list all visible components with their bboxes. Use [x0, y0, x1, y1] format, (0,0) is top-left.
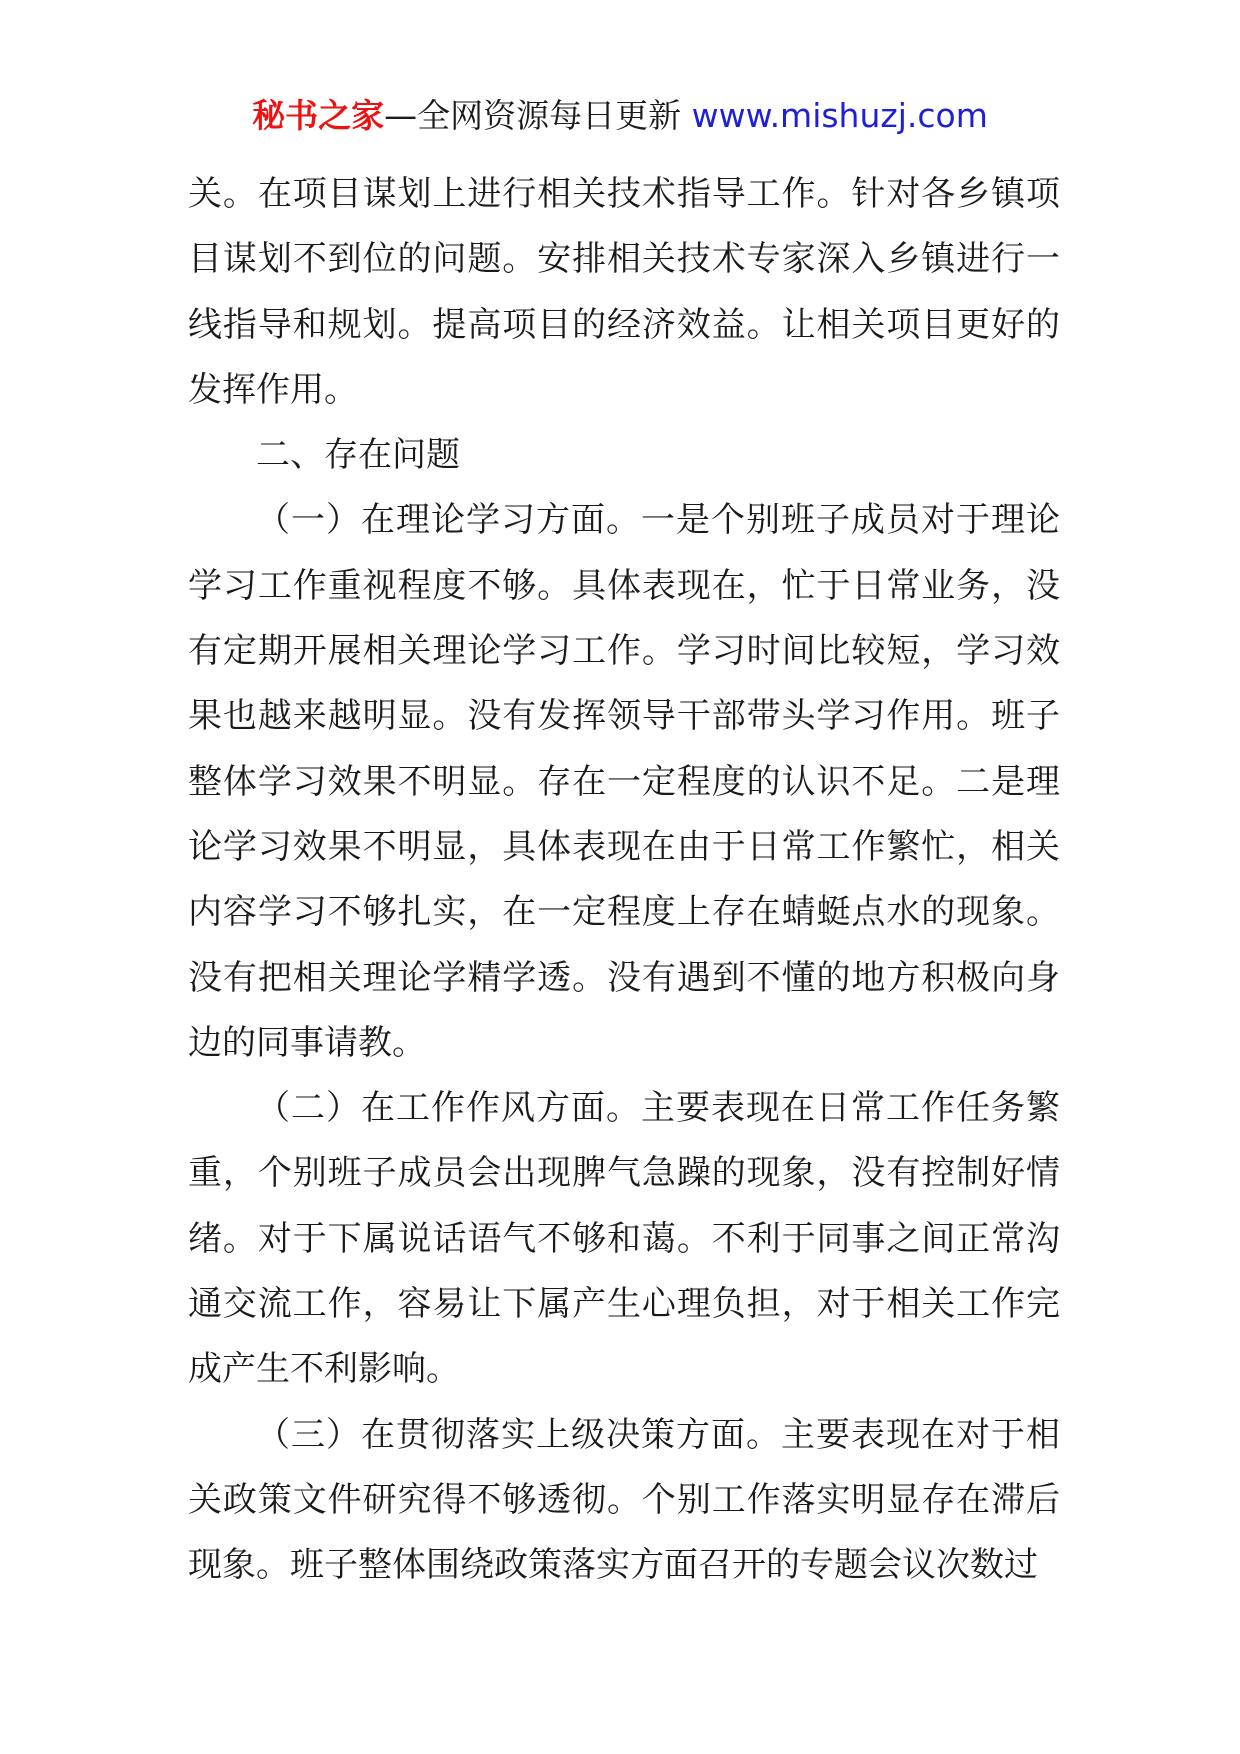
paragraph-theory-study: （一）在理论学习方面。一是个别班子成员对于理论学习工作重视程度不够。具体表现在，忙于日常业务，没有定期开展相关理论学习工作。学习时间比较短，学习效果也越来越明显。没有发挥领导干部带头学习作用。班子整体学习效果不明显。存在一定程度的认识不足。二是理论学习效果不明显，具体表现在由于日常工作繁忙，相关内容学习不够扎实，在一定程度上存在蜻蜓点水的现象。没有把相关理论学精学透。没有遇到不懂的地方积极向身边的同事请教。 [188, 500, 1060, 1063]
section-heading: 二、存在问题 [256, 435, 460, 476]
page-header [0, 96, 1240, 136]
brand-name: 秘书之家 [252, 96, 385, 135]
paragraph-work-style: （二）在工作作风方面。主要表现在日常工作任务繁重，个别班子成员会出现脾气急躁的现象，没有控制好情绪。对于下属说话语气不够和蔼。不利于同事之间正常沟通交流工作，容易让下属产生心理负担，对于相关工作完成产生不利影响。 [188, 1088, 1060, 1390]
header-tagline: —全网资源每日更新 [384, 96, 692, 135]
paragraph-policy-implementation: （三）在贯彻落实上级决策方面。主要表现在对于相关政策文件研究得不够透彻。个别工作落实明显存在滞后现象。班子整体围绕政策落实方面召开的专题会议次数过 [188, 1414, 1060, 1586]
document-body [188, 162, 1060, 1599]
site-url: www.mishuzj.com [691, 96, 988, 135]
paragraph-continuation: 关。在项目谋划上进行相关技术指导工作。针对各乡镇项目谋划不到位的问题。安排相关技术专家深入乡镇进行一线指导和规划。提高项目的经济效益。让相关项目更好的发挥作用。 [188, 174, 1060, 410]
